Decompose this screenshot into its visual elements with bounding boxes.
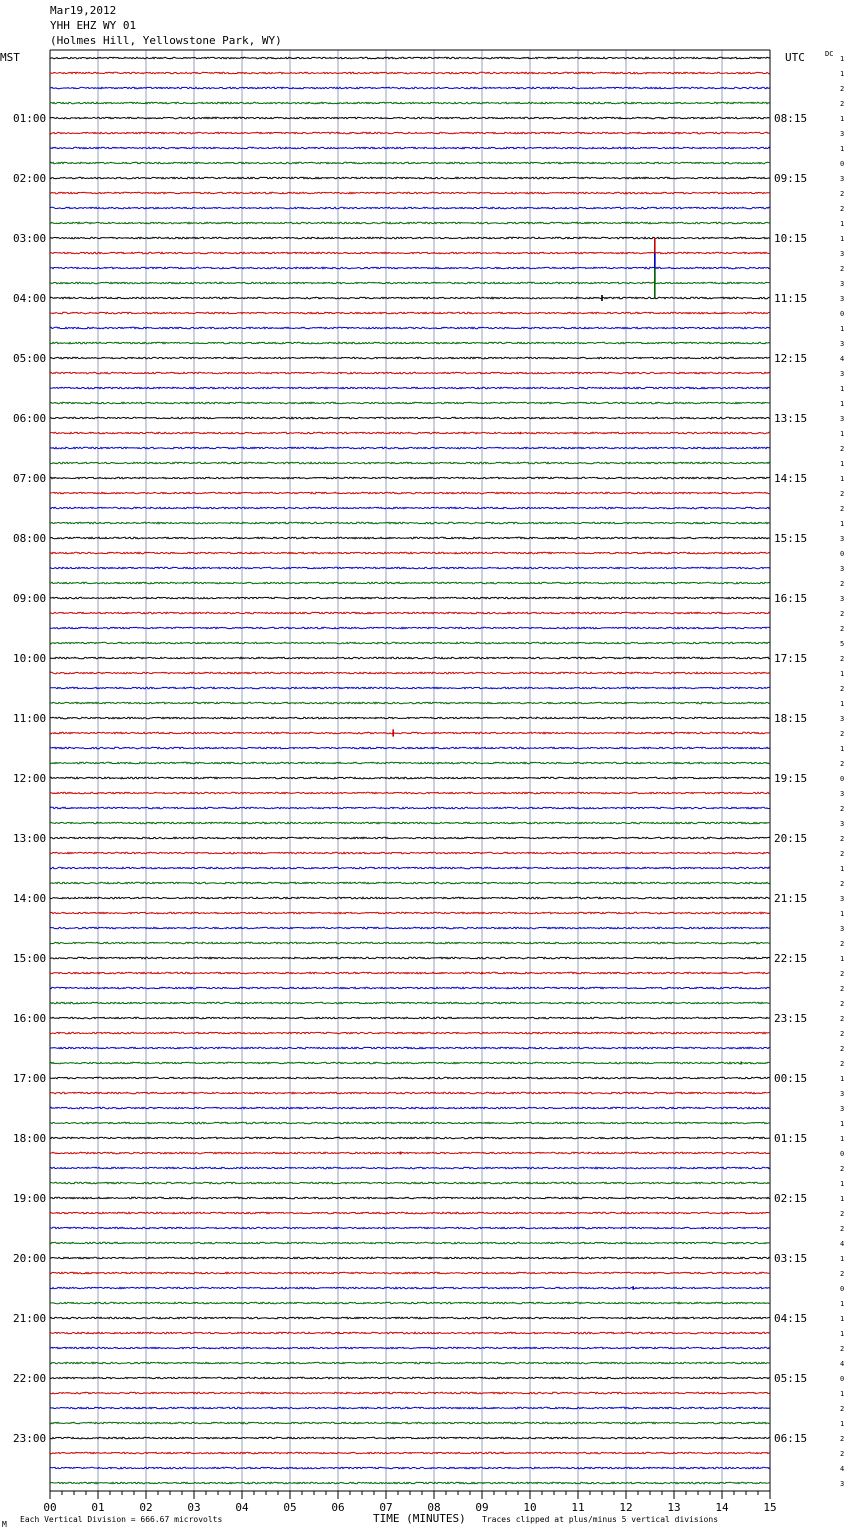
x-tick-label: 14 [715,1501,729,1514]
trace-row-42 [50,687,770,689]
dc-offset-value: 2 [840,1045,845,1053]
dc-offset-value: 4 [840,355,845,363]
dc-offset-value: 1 [840,1330,845,1338]
dc-offset-value: 2 [840,190,845,198]
trace-row-61 [50,972,770,974]
trace-row-79 [50,1242,770,1244]
trace-row-59 [50,942,770,944]
dc-offset-value: 1 [840,115,845,123]
mst-hour-label: 12:00 [13,772,47,785]
dc-offset-value: 2 [840,205,845,213]
trace-row-7 [50,162,770,164]
trace-row-49 [50,792,770,794]
station-code: YHH EHZ WY 01 [50,19,137,32]
mst-hour-label: 01:00 [13,112,47,125]
footer-mark: M [2,1520,7,1529]
utc-hour-label: 19:15 [774,772,808,785]
trace-row-90 [50,1407,770,1409]
dc-offset-value: 2 [840,985,845,993]
recording-date: Mar19,2012 [50,4,117,17]
dc-offset-value: 2 [840,100,845,108]
dc-offset-value: 1 [840,1120,845,1128]
dc-offset-value: 2 [840,1165,845,1173]
trace-row-27 [50,462,770,464]
x-tick-label: 07 [379,1501,393,1514]
trace-row-84 [50,1317,770,1319]
dc-offset-value: 2 [840,625,845,633]
trace-row-3 [50,102,770,104]
dc-offset-value: 3 [840,370,845,378]
dc-offset-value: 1 [840,865,845,873]
x-tick-label: 02 [139,1501,153,1514]
dc-offset-value: 1 [840,475,845,483]
trace-row-25 [50,432,770,434]
trace-row-52 [50,837,770,839]
dc-offset-value: 3 [840,895,845,903]
dc-offset-value: 3 [840,820,845,828]
dc-offset-value: 2 [840,730,845,738]
dc-offset-value: 2 [840,1450,845,1458]
dc-offset-value: 2 [840,655,845,663]
trace-row-17 [50,312,770,314]
trace-row-16 [50,297,770,299]
trace-row-14 [50,267,770,269]
utc-hour-label: 22:15 [774,952,808,965]
trace-row-93 [50,1452,770,1454]
trace-row-82 [50,1287,770,1289]
dc-offset-value: 3 [840,415,845,423]
trace-row-69 [50,1092,770,1094]
dc-offset-value: 2 [840,265,845,273]
mst-hour-label: 19:00 [13,1192,47,1205]
trace-row-39 [50,642,770,644]
dc-offset-value: 4 [840,1360,845,1368]
dc-offset-value: 1 [840,325,845,333]
minute-gridlines [50,50,770,1491]
mst-hour-label: 04:00 [13,292,47,305]
trace-row-43 [50,702,770,704]
x-tick-label: 00 [43,1501,57,1514]
mst-hour-label: 02:00 [13,172,47,185]
x-tick-label: 03 [187,1501,201,1514]
dc-offset-value: 2 [840,580,845,588]
trace-row-66 [50,1047,770,1049]
utc-hour-label: 05:15 [774,1372,808,1385]
trace-row-94 [50,1467,770,1469]
trace-row-45 [50,732,770,734]
mst-hour-label: 13:00 [13,832,47,845]
x-tick-label: 10 [523,1501,537,1514]
trace-row-76 [50,1197,770,1199]
dc-offset-value: 2 [840,505,845,513]
dc-offset-value: 1 [840,910,845,918]
mst-hour-label: 17:00 [13,1072,47,1085]
mst-hour-label: 18:00 [13,1132,47,1145]
trace-row-63 [50,1002,770,1004]
mst-hour-label: 11:00 [13,712,47,725]
trace-row-30 [50,507,770,509]
dc-offset-value: 2 [840,490,845,498]
trace-row-91 [50,1422,770,1424]
trace-row-85 [50,1332,770,1334]
dc-offset-value: 3 [840,280,845,288]
mst-hour-label: 16:00 [13,1012,47,1025]
trace-row-78 [50,1227,770,1229]
mst-hour-labels [13,112,46,1445]
trace-row-29 [50,492,770,494]
trace-row-95 [50,1482,770,1484]
dc-offset-value: 3 [840,595,845,603]
trace-row-88 [50,1377,770,1379]
mst-hour-label: 23:00 [13,1432,47,1445]
utc-hour-label: 14:15 [774,472,808,485]
utc-hour-label: 00:15 [774,1072,808,1085]
dc-offset-value: 3 [840,295,845,303]
dc-offset-value: 0 [840,1150,845,1158]
trace-row-19 [50,342,770,344]
x-tick-label: 04 [235,1501,249,1514]
trace-row-71 [50,1122,770,1124]
dc-offset-value: 2 [840,1030,845,1038]
dc-offset-value: 3 [840,175,845,183]
utc-hour-label: 23:15 [774,1012,808,1025]
dc-offset-value: 0 [840,550,845,558]
dc-offset-value: 2 [840,1435,845,1443]
trace-row-1 [50,72,770,74]
dc-offset-value: 2 [840,850,845,858]
dc-offset-value: 3 [840,535,845,543]
trace-row-74 [50,1167,770,1169]
trace-row-64 [50,1017,770,1019]
trace-row-32 [50,537,770,539]
utc-hour-label: 06:15 [774,1432,808,1445]
trace-row-9 [50,192,770,194]
dc-offset-value: 1 [840,520,845,528]
trace-row-34 [50,567,770,569]
trace-row-62 [50,987,770,989]
trace-row-53 [50,852,770,854]
dc-offset-value: 0 [840,310,845,318]
trace-row-38 [50,627,770,629]
dc-offset-value: 3 [840,565,845,573]
dc-offset-value: 1 [840,220,845,228]
trace-row-56 [50,897,770,899]
dc-offset-value: 0 [840,160,845,168]
dc-offset-value: 1 [840,1420,845,1428]
utc-hour-label: 03:15 [774,1252,808,1265]
dc-offset-value: 2 [840,685,845,693]
trace-row-51 [50,822,770,824]
dc-offset-value: 2 [840,760,845,768]
trace-row-23 [50,402,770,404]
trace-row-33 [50,552,770,554]
trace-row-11 [50,222,770,224]
dc-offset-value: 2 [840,880,845,888]
mst-hour-label: 07:00 [13,472,47,485]
trace-row-24 [50,417,770,419]
dc-offset-value: 3 [840,1105,845,1113]
trace-row-22 [50,387,770,389]
trace-row-35 [50,582,770,584]
utc-hour-label: 15:15 [774,532,808,545]
dc-offset-value: 2 [840,1405,845,1413]
trace-row-10 [50,207,770,209]
x-axis [43,1491,776,1514]
trace-row-72 [50,1137,770,1139]
dc-offset-value: 2 [840,1225,845,1233]
dc-offset-value: 3 [840,340,845,348]
trace-row-75 [50,1182,770,1184]
dc-offset-value: 1 [840,700,845,708]
dc-offset-value: 4 [840,1240,845,1248]
dc-offset-value: 3 [840,1090,845,1098]
utc-hour-label: 16:15 [774,592,808,605]
trace-row-70 [50,1107,770,1109]
dc-offset-value: 1 [840,1255,845,1263]
dc-offset-value: 1 [840,1075,845,1083]
trace-row-31 [50,522,770,524]
trace-row-73 [50,1152,770,1154]
trace-row-47 [50,762,770,764]
trace-row-65 [50,1032,770,1034]
utc-hour-labels [774,112,807,1445]
dc-offset-value: 2 [840,445,845,453]
dc-offset-value: 3 [840,1480,845,1488]
dc-offset-value: 1 [840,670,845,678]
utc-zone-label: UTC [785,51,805,64]
station-location: (Holmes Hill, Yellowstone Park, WY) [50,34,282,47]
utc-hour-label: 11:15 [774,292,808,305]
dc-offset-value: 1 [840,1180,845,1188]
dc-offset-value: 2 [840,1270,845,1278]
mst-hour-label: 14:00 [13,892,47,905]
utc-hour-label: 18:15 [774,712,808,725]
trace-row-92 [50,1437,770,1439]
mst-hour-label: 05:00 [13,352,47,365]
dc-offset-value: 1 [840,70,845,78]
dc-offset-value: 1 [840,955,845,963]
utc-hour-label: 02:15 [774,1192,808,1205]
trace-row-87 [50,1362,770,1364]
trace-row-60 [50,957,770,959]
dc-column-header: DC [825,50,834,58]
mst-hour-label: 22:00 [13,1372,47,1385]
dc-offset-value: 3 [840,925,845,933]
trace-row-40 [50,657,770,659]
dc-offset-value: 3 [840,250,845,258]
mst-hour-label: 09:00 [13,592,47,605]
mst-hour-label: 08:00 [13,532,47,545]
trace-row-57 [50,912,770,914]
trace-row-86 [50,1347,770,1349]
dc-offset-value: 3 [840,130,845,138]
dc-offset-value: 4 [840,1465,845,1473]
trace-row-2 [50,87,770,89]
x-tick-label: 15 [763,1501,777,1514]
dc-offset-value: 0 [840,1285,845,1293]
x-tick-label: 05 [283,1501,297,1514]
dc-offset-value: 2 [840,1015,845,1023]
dc-offset-value: 2 [840,85,845,93]
trace-row-8 [50,177,770,179]
dc-offset-value: 2 [840,940,845,948]
trace-row-13 [50,252,770,254]
trace-row-26 [50,447,770,449]
trace-row-68 [50,1077,770,1079]
clipping-note: Traces clipped at plus/minus 5 vertical divisions [482,1515,719,1524]
dc-offset-value: 5 [840,640,845,648]
trace-row-20 [50,357,770,359]
dc-offset-value: 0 [840,1375,845,1383]
trace-row-58 [50,927,770,929]
dc-offset-value: 2 [840,1345,845,1353]
trace-row-77 [50,1212,770,1214]
dc-offset-value: 2 [840,1000,845,1008]
dc-offset-value: 2 [840,1060,845,1068]
dc-offset-value: 1 [840,235,845,243]
dc-offset-value: 1 [840,460,845,468]
trace-row-54 [50,867,770,869]
dc-offset-value: 2 [840,1210,845,1218]
dc-offset-value: 1 [840,745,845,753]
trace-row-5 [50,132,770,134]
x-tick-label: 01 [91,1501,105,1514]
dc-offset-value: 2 [840,610,845,618]
mst-hour-label: 03:00 [13,232,47,245]
vertical-division-note: Each Vertical Division = 666.67 microvolts [20,1515,223,1524]
trace-row-67 [50,1062,770,1064]
trace-row-15 [50,282,770,284]
dc-offset-value: 1 [840,1315,845,1323]
utc-hour-label: 20:15 [774,832,808,845]
dc-offset-value: 2 [840,970,845,978]
trace-row-55 [50,882,770,884]
utc-hour-label: 10:15 [774,232,808,245]
dc-offset-value: 1 [840,55,845,63]
trace-row-50 [50,807,770,809]
trace-row-21 [50,372,770,374]
dc-offset-value: 3 [840,790,845,798]
x-tick-label: 06 [331,1501,345,1514]
dc-offset-value: 2 [840,805,845,813]
trace-row-4 [50,117,770,119]
trace-row-46 [50,747,770,749]
mst-hour-label: 10:00 [13,652,47,665]
dc-offset-labels [840,55,844,1488]
x-tick-label: 08 [427,1501,441,1514]
trace-row-89 [50,1392,770,1394]
dc-offset-value: 1 [840,1390,845,1398]
trace-row-48 [50,777,770,779]
utc-hour-label: 04:15 [774,1312,808,1325]
x-tick-label: 11 [571,1501,585,1514]
mst-hour-label: 21:00 [13,1312,47,1325]
dc-offset-value: 1 [840,400,845,408]
utc-hour-label: 09:15 [774,172,808,185]
utc-hour-label: 01:15 [774,1132,808,1145]
dc-offset-value: 3 [840,715,845,723]
trace-row-44 [50,717,770,719]
dc-offset-value: 2 [840,835,845,843]
dc-offset-value: 1 [840,1195,845,1203]
mst-hour-label: 06:00 [13,412,47,425]
dc-offset-value: 1 [840,145,845,153]
trace-row-36 [50,597,770,599]
trace-row-6 [50,147,770,149]
trace-row-41 [50,672,770,674]
trace-row-81 [50,1272,770,1274]
trace-row-12 [50,237,770,239]
utc-hour-label: 17:15 [774,652,808,665]
trace-row-83 [50,1302,770,1304]
mst-hour-label: 20:00 [13,1252,47,1265]
x-tick-label: 13 [667,1501,681,1514]
seismic-traces [50,57,770,1484]
utc-hour-label: 13:15 [774,412,808,425]
x-tick-label: 12 [619,1501,633,1514]
utc-hour-label: 08:15 [774,112,808,125]
trace-row-0 [50,57,770,59]
dc-offset-value: 1 [840,1135,845,1143]
dc-offset-value: 0 [840,775,845,783]
x-tick-label: 09 [475,1501,489,1514]
dc-offset-value: 1 [840,430,845,438]
utc-hour-label: 12:15 [774,352,808,365]
mst-hour-label: 15:00 [13,952,47,965]
trace-row-18 [50,327,770,329]
trace-row-37 [50,612,770,614]
dc-offset-value: 1 [840,385,845,393]
utc-hour-label: 21:15 [774,892,808,905]
trace-row-80 [50,1257,770,1259]
x-axis-title: TIME (MINUTES) [373,1512,466,1525]
mst-zone-label: MST [0,51,20,64]
dc-offset-value: 1 [840,1300,845,1308]
trace-row-28 [50,477,770,479]
